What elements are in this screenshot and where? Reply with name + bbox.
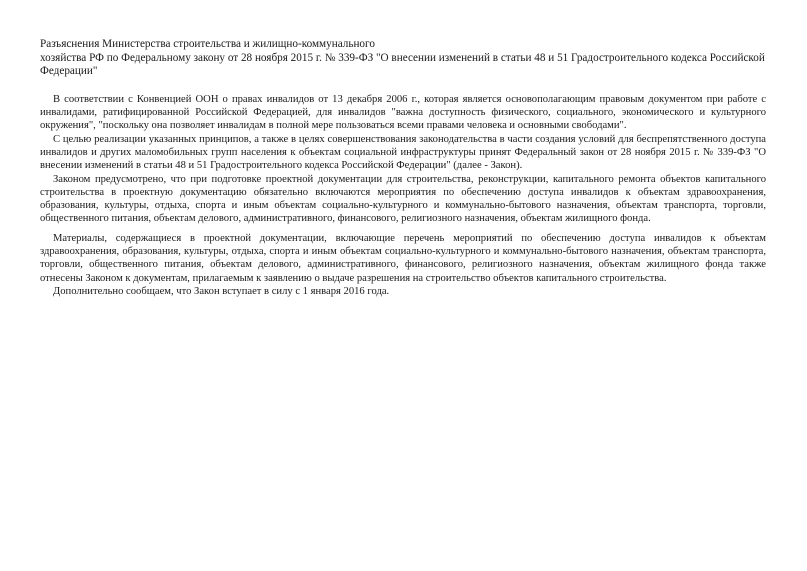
- document-body: [40, 93, 766, 298]
- paragraph-convention: В соответствии с Конвенцией ООН о правах инвалидов от 13 декабря 2006 г., которая является основополагающим правовым документом при работе с инвалидами, ратифицированной Российской Федерацией, для инвалидов "важна доступность физического, социального, экономического и культурного окружения", "поскольку она позволяет инвалидам в полной мере пользоваться всеми правами человека и основными свободами".: [40, 93, 766, 132]
- paragraph-law-provisions: Законом предусмотрено, что при подготовке проектной документации для строительства, реконструкции, капитального ремонта объектов капитального строительства в проектную документацию обязательно включаются мероприятия по обеспечению доступа инвалидов к объектам здравоохранения, образования, культуры, отдыха, спорта и иным объектам социально-культурного и коммунально-бытового назначения, объектам транспорта, торговли, общественного питания, объектам делового, административного, финансового, религиозного назначения, объектам жилищного фонда.: [40, 173, 766, 225]
- title-line-1: Разъяснения Министерства строительства и жилищно-коммунального: [40, 38, 375, 50]
- paragraph-effective-date: Дополнительно сообщаем, что Закон вступает в силу с 1 января 2016 года.: [53, 285, 390, 297]
- paragraph-purpose: С целью реализации указанных принципов, а также в целях совершенствования законодательства в части создания условий для беспрепятственного доступа инвалидов и других маломобильных групп населения к объектам социальной инфраструктуры принят Федеральный закон от 28 ноября 2015 г. № 339-ФЗ "О внесении изменений в статьи 48 и 51 Градостроительного кодекса Российской Федерации" (далее - Закон).: [40, 133, 766, 172]
- paragraph-materials: Материалы, содержащиеся в проектной документации, включающие перечень мероприятий по обеспечению доступа инвалидов к объектам здравоохранения, образования, культуры, отдыха, спорта и иным объектам социально-культурного и коммунально-бытового назначения, объектам транспорта, торговли, общественного питания, объектам делового, административного, финансового, религиозного назначения, объектам жилищного фонда также отнесены Законом к документам, прилагаемым к заявлению о выдаче разрешения на строительство объектов капитального строительства.: [40, 232, 766, 284]
- document-page: [40, 38, 766, 298]
- title-line-2: хозяйства РФ по Федеральному закону от 28 ноября 2015 г. № 339-ФЗ "О внесении изменений в статьи 48 и 51 Градостроительного кодекса Российской Федерации": [40, 51, 765, 78]
- document-title: [40, 38, 766, 79]
